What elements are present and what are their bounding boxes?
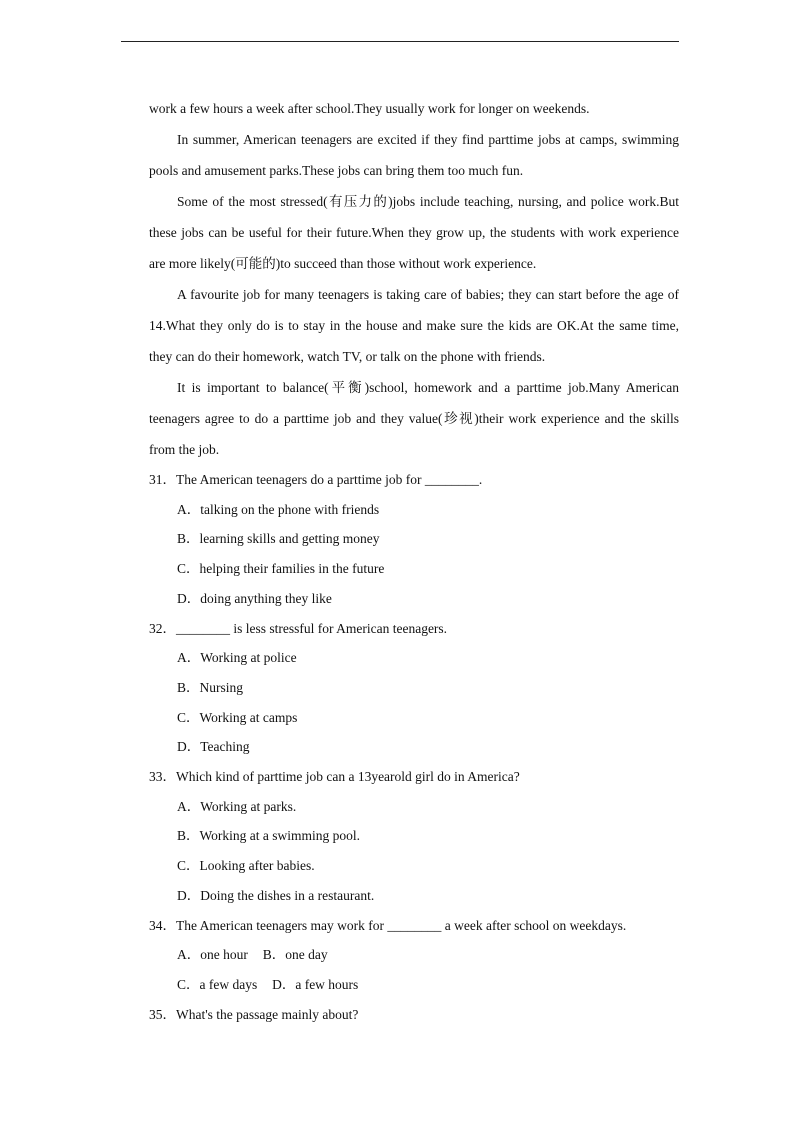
question-34 (149, 911, 679, 1000)
passage-paragraph-balance: It is important to balance(平衡)school, homework and a parttime job.Many American teenagers agree to do a parttime job and they value(珍视)their work experience and the skills from the job. (149, 380, 679, 457)
question-33 (149, 762, 679, 911)
option-a: A．Working at parks. (177, 798, 297, 814)
page-content (149, 93, 679, 1029)
option-c: C．a few days (177, 976, 258, 992)
option-c: C．Working at camps (177, 709, 298, 725)
question-stem: 34．The American teenagers may work for ________ a week after school on weekdays. (149, 917, 627, 933)
option-row-cd (149, 970, 679, 1000)
question-stem: 32．________ is less stressful for American teenagers. (149, 620, 448, 636)
question-stem: 31．The American teenagers do a parttime job for ________. (149, 472, 483, 487)
question-stem: 33．Which kind of parttime job can a 13yearold girl do in America? (149, 769, 520, 785)
passage-paragraph-continued: work a few hours a week after school.They usually work for longer on weekends. (149, 101, 590, 116)
option-c: C．Looking after babies. (177, 858, 315, 874)
passage-paragraph-summer-jobs: In summer, American teenagers are excited if they find parttime jobs at camps, swimming pools and amusement parks.These jobs can bring them too much fun. (149, 132, 679, 178)
option-c: C．helping their families in the future (177, 561, 385, 577)
option-a: A．talking on the phone with friends (177, 501, 380, 517)
option-d: D．Doing the dishes in a restaurant. (177, 887, 375, 903)
question-31 (149, 465, 679, 614)
option-row-ab (149, 940, 679, 970)
option-b: B．Nursing (177, 679, 244, 695)
option-b: B．Working at a swimming pool. (177, 828, 361, 844)
option-d: D．Teaching (177, 739, 250, 755)
question-stem: 35．What's the passage mainly about? (149, 1006, 359, 1022)
question-32 (149, 614, 679, 763)
passage-paragraph-babysitting: A favourite job for many teenagers is taking care of babies; they can start before the age of 14.What they only do is to stay in the house and make sure the kids are OK.At the same time, they can do their homework, watch TV, or talk on the phone with friends. (149, 287, 679, 364)
option-a: A．Working at police (177, 650, 297, 666)
option-b: B．one day (262, 947, 328, 963)
option-d: D．doing anything they like (177, 590, 332, 606)
option-b: B．learning skills and getting money (177, 531, 380, 547)
question-35 (149, 1000, 679, 1030)
header-rule (121, 41, 679, 42)
passage-paragraph-stressed-jobs: Some of the most stressed(有压力的)jobs include teaching, nursing, and police work.But these jobs can be useful for their future.When they grow up, the students with work experience are more likely(可能的)to succeed than those without work experience. (149, 194, 679, 271)
option-a: A．one hour (177, 947, 248, 963)
option-d: D．a few hours (272, 976, 359, 992)
